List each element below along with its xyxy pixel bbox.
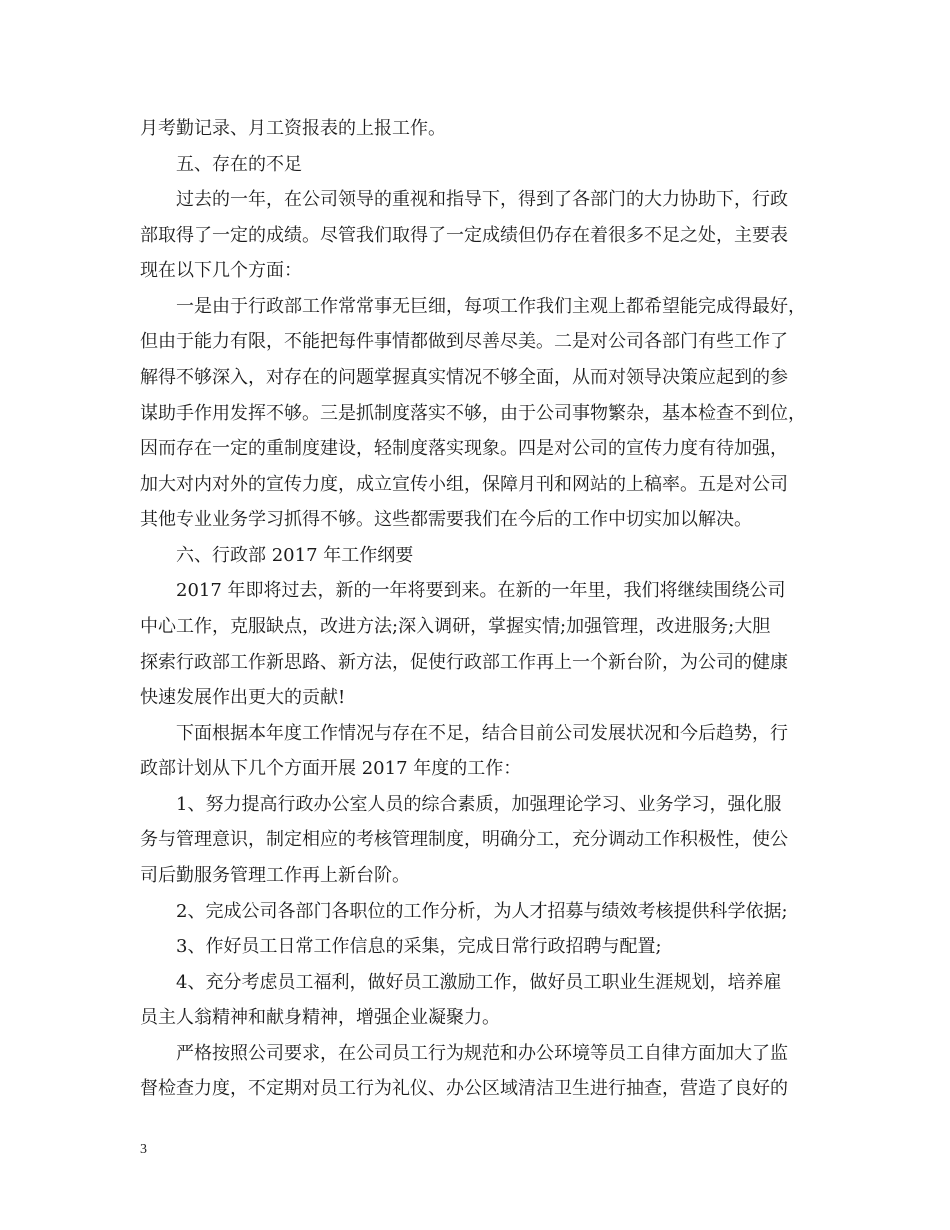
- text-line: 一是由于行政部工作常常事无巨细，每项工作我们主观上都希望能完成得最好，: [176, 296, 806, 317]
- text-line: 政部计划从下几个方面开展 2017 年度的工作：: [140, 758, 522, 779]
- text-line: 司后勤服务管理工作再上新台阶。: [140, 865, 410, 886]
- text-line: 员主人翁精神和献身精神，增强企业凝聚力。: [140, 1007, 500, 1028]
- text-line: 加大对内对外的宣传力度，成立宣传小组，保障月刊和网站的上稿率。五是对公司: [140, 474, 788, 495]
- text-line: 部取得了一定的成绩。尽管我们取得了一定成绩但仍存在着很多不足之处，主要表: [140, 225, 788, 246]
- text-line: 2017 年即将过去，新的一年将要到来。在新的一年里，我们将继续围绕公司: [176, 580, 786, 601]
- text-line: 2、完成公司各部门各职位的工作分析，为人才招募与绩效考核提供科学依据;: [176, 901, 788, 922]
- page-number: 3: [140, 1142, 147, 1157]
- text-line: 现在以下几个方面：: [140, 260, 302, 281]
- text-line: 下面根据本年度工作情况与存在不足，结合目前公司发展状况和今后趋势，行: [176, 723, 788, 744]
- text-line: 但由于能力有限，不能把每件事情都做到尽善尽美。二是对公司各部门有些工作了: [140, 331, 788, 352]
- text-line: 严格按照公司要求，在公司员工行为规范和办公环境等员工自律方面加大了监: [176, 1043, 788, 1064]
- text-line: 其他专业业务学习抓得不够。这些都需要我们在今后的工作中切实加以解决。: [140, 509, 752, 530]
- text-line: 谋助手作用发挥不够。三是抓制度落实不够，由于公司事物繁杂，基本检查不到位，: [140, 403, 806, 424]
- text-line: 过去的一年，在公司领导的重视和指导下，得到了各部门的大力协助下，行政: [176, 189, 788, 210]
- section-heading: 五、存在的不足: [176, 154, 302, 175]
- section-heading: 六、行政部 2017 年工作纲要: [176, 545, 414, 566]
- text-line: 解得不够深入，对存在的问题掌握真实情况不够全面，从而对领导决策应起到的参: [140, 367, 788, 388]
- text-line: 快速发展作出更大的贡献!: [140, 687, 346, 708]
- text-line: 月考勤记录、月工资报表的上报工作。: [140, 118, 446, 139]
- text-line: 1、努力提高行政办公室人员的综合素质，加强理论学习、业务学习，强化服: [176, 794, 782, 815]
- text-line: 务与管理意识，制定相应的考核管理制度，明确分工，充分调动工作积极性，使公: [140, 829, 788, 850]
- text-line: 3、作好员工日常工作信息的采集，完成日常行政招聘与配置;: [176, 936, 662, 957]
- text-line: 督检查力度，不定期对员工行为礼仪、办公区域清洁卫生进行抽查，营造了良好的: [140, 1078, 788, 1099]
- text-line: 中心工作，克服缺点，改进方法;深入调研，掌握实情;加强管理，改进服务;大胆: [140, 616, 771, 637]
- text-line: 4、充分考虑员工福利，做好员工激励工作，做好员工职业生涯规划，培养雇: [176, 972, 782, 993]
- text-line: 因而存在一定的重制度建设，轻制度落实现象。四是对公司的宣传力度有待加强，: [140, 438, 788, 459]
- text-line: 探索行政部工作新思路、新方法，促使行政部工作再上一个新台阶，为公司的健康: [140, 652, 788, 673]
